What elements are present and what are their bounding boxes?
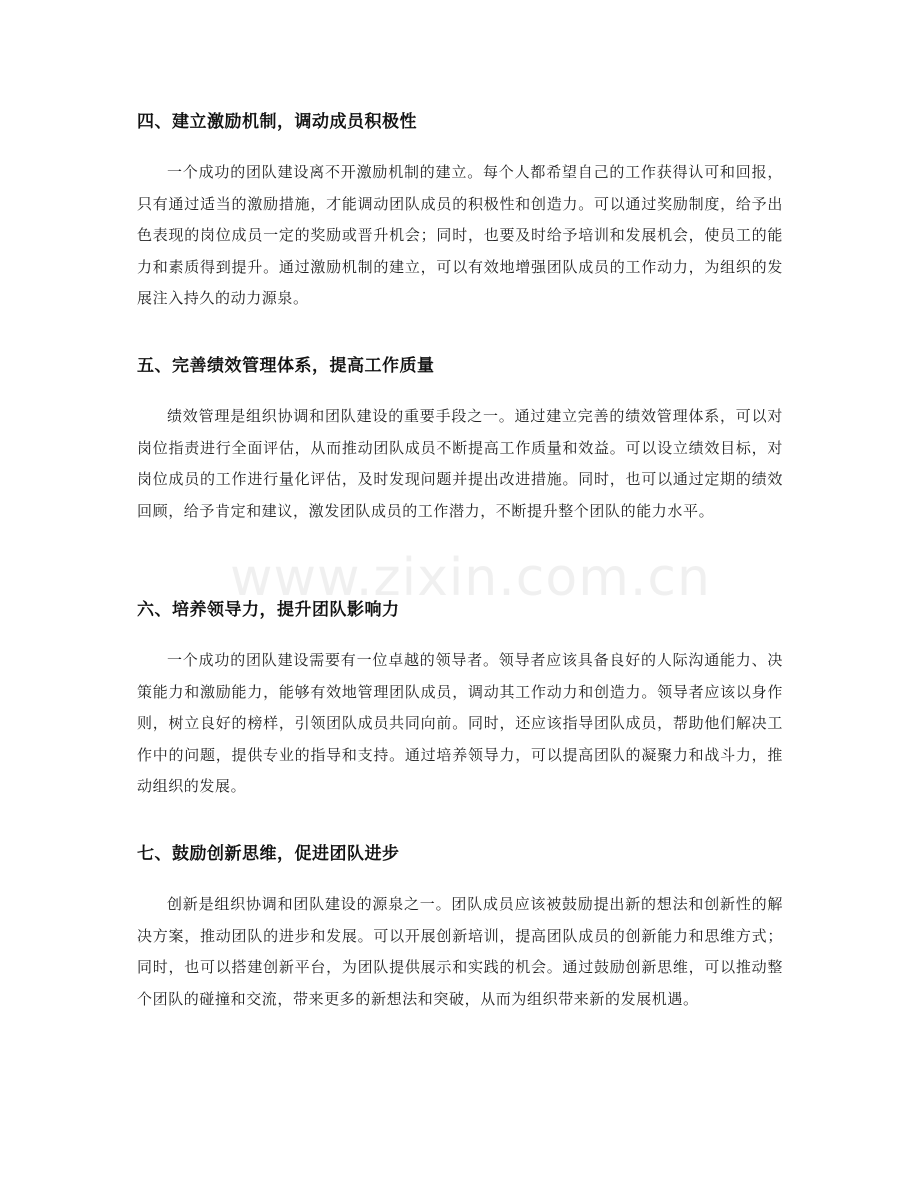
section-heading: 五、完善绩效管理体系，提高工作质量 [137,356,435,376]
section-paragraph: 创新是组织协调和团队建设的源泉之一。团队成员应该被鼓励提出新的想法和创新性的解决方案，推动团队的进步和发展。可以开展创新培训，提高团队成员的创新能力和思维方式；同时，也可以搭建创新平台，为团队提供展示和实践的机会。通过鼓励创新思维，可以推动整个团队的碰撞和交流，带来更多的新想法和突破，从而为组织带来新的发展机遇。 [137,895,783,1008]
section-4 [137,110,783,315]
section-5 [137,354,783,527]
section-heading: 七、鼓励创新思维，促进团队进步 [137,844,400,864]
section-heading: 四、建立激励机制，调动成员积极性 [137,112,417,132]
section-heading: 六、培养领导力，提升团队影响力 [137,600,400,620]
section-paragraph: 一个成功的团队建设需要有一位卓越的领导者。领导者应该具备良好的人际沟通能力、决策能力和激励能力，能够有效地管理团队成员，调动其工作动力和创造力。领导者应该以身作则，树立良好的榜样，引领团队成员共同向前。同时，还应该指导团队成员，帮助他们解决工作中的问题，提供专业的指导和支持。通过培养领导力，可以提高团队的凝聚力和战斗力，推动组织的发展。 [137,651,783,795]
section-paragraph: 绩效管理是组织协调和团队建设的重要手段之一。通过建立完善的绩效管理体系，可以对岗位指责进行全面评估，从而推动团队成员不断提高工作质量和效益。可以设立绩效目标，对岗位成员的工作进行量化评估，及时发现问题并提出改进措施。同时，也可以通过定期的绩效回顾，给予肯定和建议，激发团队成员的工作潜力，不断提升整个团队的能力水平。 [137,407,783,520]
watermark: www.zixin.com.cn [230,548,711,608]
section-7 [137,842,783,1015]
section-paragraph: 一个成功的团队建设离不开激励机制的建立。每个人都希望自己的工作获得认可和回报，只有通过适当的激励措施，才能调动团队成员的积极性和创造力。可以通过奖励制度，给予出色表现的岗位成员一定的奖励或晋升机会；同时，也要及时给予培训和发展机会，使员工的能力和素质得到提升。通过激励机制的建立，可以有效地增强团队成员的工作动力，为组织的发展注入持久的动力源泉。 [137,163,783,307]
section-6 [137,598,783,803]
